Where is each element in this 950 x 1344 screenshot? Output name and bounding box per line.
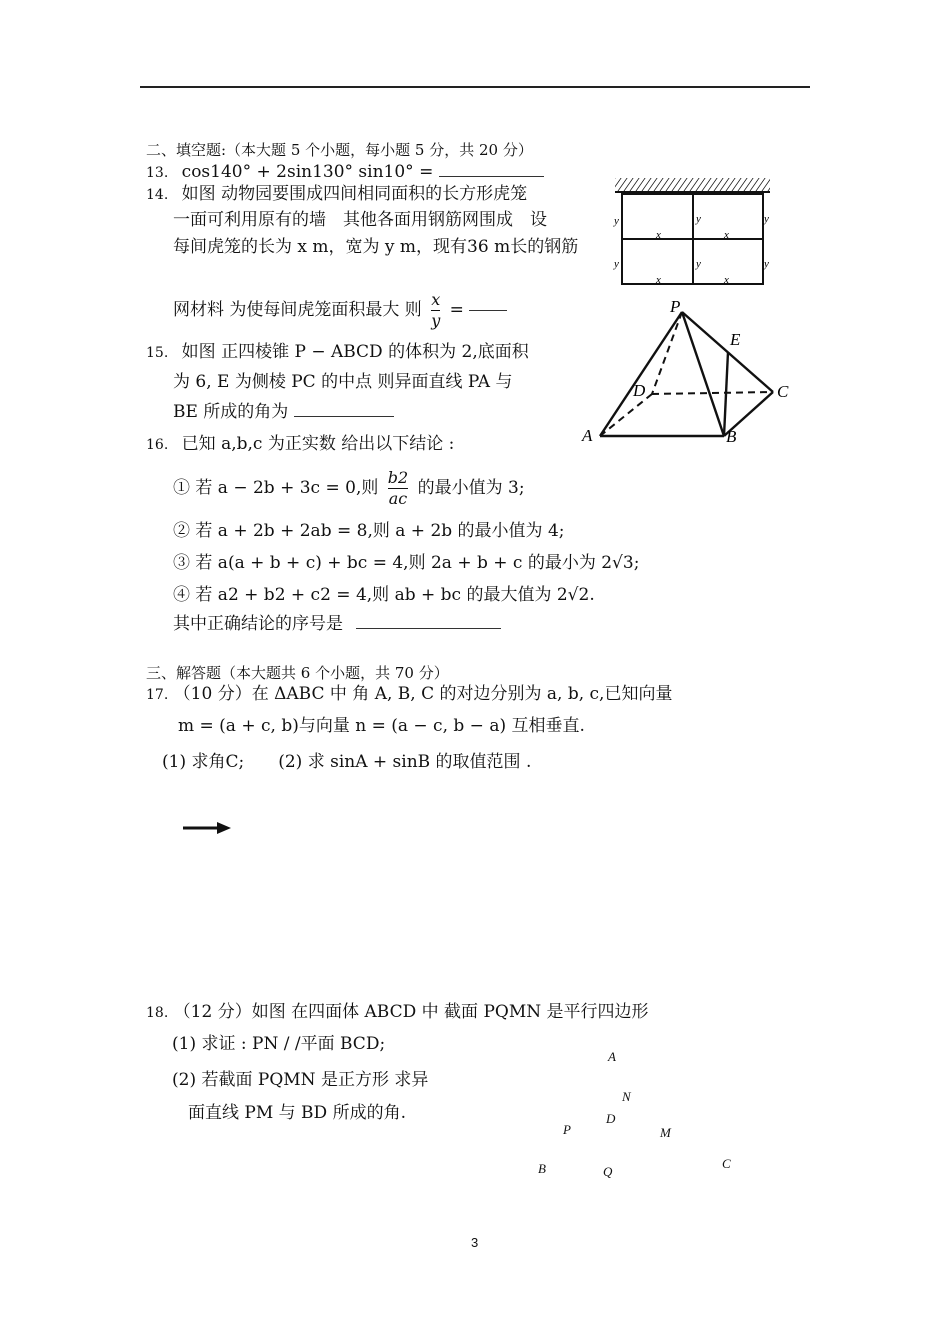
q15-answer-blank[interactable] <box>294 416 394 417</box>
q14-line2: 一面可利用原有的墙 其他各面用钢筋网围成 设 <box>173 210 547 230</box>
label-y: y <box>764 213 769 225</box>
q16-conclusion <box>173 616 501 633</box>
q17-number: 17. <box>146 687 169 703</box>
q16-frac-num: b2 <box>387 468 409 487</box>
q14-text-4: 网材料 为使每间虎笼面积最大 则 <box>173 300 422 320</box>
q17-line2: m = (a + c, b)与向量 n = (a − c, b − a) 互相垂直. <box>178 716 585 736</box>
wall-hatch <box>615 178 770 192</box>
q16-item2: ② 若 a + 2b + 2ab = 8,则 a + 2b 的最小值为 4; <box>173 521 565 541</box>
q16-intro-text: 已知 a,b,c 为正实数 给出以下结论 : <box>181 434 455 454</box>
q18-line3: (2) 若截面 PQMN 是正方形 求异 <box>172 1070 429 1090</box>
q16-item1-fraction <box>388 470 408 507</box>
vertex-label-E: E <box>730 330 741 349</box>
q16-item1 <box>173 470 525 507</box>
tetra-label-P: P <box>563 1122 571 1137</box>
q15-number: 15. <box>146 345 169 361</box>
q16-item4: ④ 若 a2 + b2 + c2 = 4,则 ab + bc 的最大值为 2√2. <box>173 585 595 605</box>
tetra-label-M: M <box>660 1125 671 1140</box>
q14-number: 14. <box>146 187 169 203</box>
q14-answer-blank[interactable] <box>469 310 507 311</box>
section2-title: 二、填空题:（本大题 5 个小题，每小题 5 分，共 20 分） <box>146 141 533 159</box>
label-x: x <box>656 274 661 286</box>
q18-line1 <box>146 1004 649 1021</box>
q14-fraction <box>431 292 440 329</box>
tetra-label-Q: Q <box>603 1164 613 1179</box>
q15-line1 <box>146 344 529 361</box>
label-x: x <box>724 274 729 286</box>
q14-line1 <box>146 186 527 203</box>
tetra-label-D: D <box>606 1111 616 1126</box>
q18-line4: 面直线 PM 与 BD 所成的角. <box>188 1103 406 1123</box>
q16-frac-den: ac <box>388 489 408 508</box>
vertex-label-B: B <box>726 427 737 446</box>
q18-text-1: （12 分）如图 在四面体 ABCD 中 截面 PQMN 是平行四边形 <box>173 1002 649 1022</box>
tetra-label-C: C <box>722 1156 731 1171</box>
vertex-label-C: C <box>777 382 789 401</box>
header-rule <box>140 86 810 88</box>
label-x: x <box>724 229 729 241</box>
q15-text-1: 如图 正四棱锥 P − ABCD 的体积为 2,底面积 <box>181 342 529 362</box>
q14-frac-den: y <box>431 311 441 330</box>
cage-figure <box>610 176 775 290</box>
q17-text-1: （10 分）在 ΔABC 中 角 A, B, C 的对边分别为 a, b, c,已知向量 <box>173 684 673 704</box>
pyramid-figure <box>578 296 798 446</box>
arrow-right-icon <box>183 820 233 836</box>
q15-text-3: BE 所成的角为 <box>173 402 289 422</box>
q16-number: 16. <box>146 437 169 453</box>
q16-item1-pre: ① 若 a − 2b + 3c = 0,则 <box>173 478 379 498</box>
q15-line3 <box>173 404 394 421</box>
tetra-label-A: A <box>608 1049 616 1064</box>
q14-equals: = <box>449 300 464 320</box>
q14-frac-num: x <box>431 290 441 309</box>
q13-expression: cos140° + 2sin130° sin10° = <box>181 162 434 182</box>
q13-number: 13. <box>146 165 169 181</box>
q18-line2: (1) 求证 : PN / /平面 BCD; <box>172 1034 386 1054</box>
q17-line3: (1) 求角C; (2) 求 sinA + sinB 的取值范围 . <box>162 752 532 772</box>
vertex-label-D: D <box>633 381 646 400</box>
q16-intro <box>146 436 454 453</box>
q13 <box>146 164 544 181</box>
q14-line4 <box>173 292 507 329</box>
label-x: x <box>656 229 661 241</box>
label-y: y <box>696 258 701 270</box>
label-y: y <box>764 258 769 270</box>
page-number: 3 <box>471 1235 479 1250</box>
q16-item3: ③ 若 a(a + b + c) + bc = 4,则 2a + b + c 的最小为 2√3; <box>173 553 640 573</box>
q16-conclusion-text: 其中正确结论的序号是 <box>173 614 343 634</box>
q17-line1 <box>146 686 672 703</box>
tetra-label-N: N <box>622 1089 631 1104</box>
label-y: y <box>614 215 619 227</box>
label-y: y <box>614 258 619 270</box>
q16-answer-blank[interactable] <box>356 628 501 629</box>
q14-text-1: 如图 动物园要围成四间相同面积的长方形虎笼 <box>181 184 528 204</box>
label-y: y <box>696 213 701 225</box>
q13-answer-blank[interactable] <box>439 176 544 177</box>
q16-item1-post: 的最小值为 3; <box>417 478 525 498</box>
tetra-label-B: B <box>538 1161 546 1176</box>
section3-title: 三、解答题（本大题共 6 个小题，共 70 分） <box>146 664 449 682</box>
vertex-label-P: P <box>670 297 681 316</box>
q14-line3: 每间虎笼的长为 x m，宽为 y m，现有36 m长的钢筋 <box>173 237 579 257</box>
q18-number: 18. <box>146 1005 169 1021</box>
q15-line2: 为 6, E 为侧棱 PC 的中点 则异面直线 PA 与 <box>173 372 513 392</box>
vertex-label-A: A <box>582 426 593 445</box>
